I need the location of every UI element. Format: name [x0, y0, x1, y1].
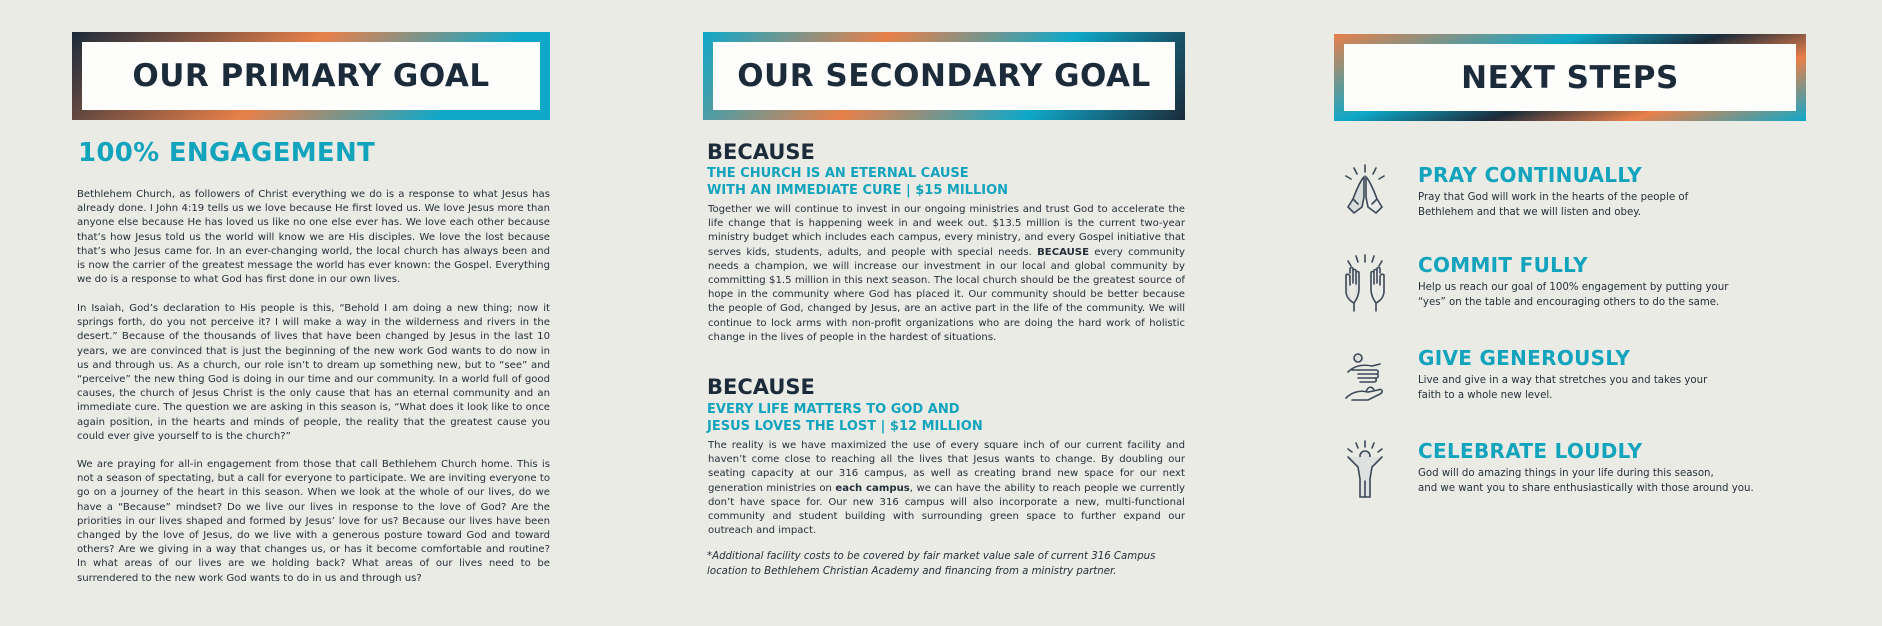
celebrating-person-icon	[1338, 439, 1392, 499]
facility-footnote: *Additional facility costs to be covered by fair market value sale of current 316 Campus location to Bethlehem Christian Academy and financing from a ministry partner.	[707, 551, 1156, 577]
because-heading-2: BECAUSE	[707, 375, 815, 399]
celebrate-text: God will do amazing things in your life during this season, and we want you to share enthusiastically with those around you.	[1418, 468, 1754, 494]
secondary-goal-column	[703, 0, 1185, 626]
step-celebrate	[1334, 439, 1806, 509]
raised-hands-icon	[1338, 253, 1392, 313]
give-title: GIVE GENEROUSLY	[1418, 346, 1631, 370]
give-text: Live and give in a way that stretches you and takes your faith to a whole new level.	[1418, 375, 1708, 401]
primary-goal-title-box	[72, 32, 550, 120]
every-life-paragraph: The reality is we have maximized the use of every square inch of our current facility and haven’t come close to reaching all the lives that Jesus wants to change. By doubling our seating capacity at our 316 campus, as well as creating brand new space for our next generation ministries on each campus, we can have the ability to reach people we currently don’t have space for. Our new 316 campus will also incorporate a new, multi-functional community and student building with surrounding green space to further expand our outreach and impact.	[708, 440, 1186, 537]
secondary-goal-title: OUR SECONDARY GOAL	[713, 42, 1175, 110]
step-commit	[1334, 253, 1806, 323]
pray-text: Pray that God will work in the hearts of the people of Bethlehem and that we will listen and obey.	[1418, 192, 1689, 218]
step-pray	[1334, 163, 1806, 233]
primary-goal-title: OUR PRIMARY GOAL	[82, 42, 540, 110]
every-life-subheading: EVERY LIFE MATTERS TO GOD AND JESUS LOVES THE LOST | $12 MILLION	[707, 402, 983, 434]
celebrate-title: CELEBRATE LOUDLY	[1418, 439, 1643, 463]
commit-title: COMMIT FULLY	[1418, 253, 1588, 277]
pray-title: PRAY CONTINUALLY	[1418, 163, 1643, 187]
next-steps-title: NEXT STEPS	[1344, 44, 1796, 111]
praying-hands-icon	[1338, 163, 1392, 223]
step-give	[1334, 346, 1806, 416]
primary-goal-column	[72, 0, 550, 626]
secondary-goal-title-box	[703, 32, 1185, 120]
because-heading-1: BECAUSE	[707, 140, 815, 164]
commit-text: Help us reach our goal of 100% engagement by putting your “yes” on the table and encouraging others to do the same.	[1418, 282, 1729, 308]
primary-paragraph-2: In Isaiah, God’s declaration to His people is this, “Behold I am doing a new thing; now it springs forth, do you not perceive it? I will make a way in the wilderness and rivers in the desert.” Because of the thousands of lives that have been changed by Jesus in the last 10 years, we are convinced that is just the beginning of the new work God wants to do now in us and through us. As a church, our role isn’t to dream up something new, but to “see” and “perceive” the new thing God is doing in our time and our community. In a world full of good causes, the church of Jesus Christ is the only cause that has an eternal community and an immediate cure. The question we are asking in this season is, “What does it look like to once again position, in the hearts and minds of people, the reality that the greatest cause you could ever give yourself to is the church?”	[77, 303, 550, 442]
primary-paragraph-3: We are praying for all-in engagement from those that call Bethlehem Church home. This is not a season of spectating, but a call for everyone to participate. We are inviting everyone to go on a journey of the heart in this season. When we look at the whole of our lives, do we have a “Because” mindset? Do we live our lives in response to the love of God? Are the priorities in our lives shaped and formed by Jesus’ love for us? Because our lives have been changed by the love of Jesus, do we live with a generous posture toward God and toward others? Are we giving in a way that changes us, or has it become comfortable and routine? In what areas of our lives are we holding back? What areas of our lives need to be surrendered to the new work God wants to do in us and through us?	[77, 459, 550, 584]
giving-hands-icon	[1338, 346, 1392, 406]
primary-paragraph-1: Bethlehem Church, as followers of Christ everything we do is a response to what Jesus has already done. I John 4:19 tells us we love because He first loved us. We love Jesus more than anyone else because He has loved us like no one else ever has. We love each other because that’s how Jesus told us the world will know we are His disciples. We love the lost because that’s who Jesus came for. In an ever-changing world, the local church has always been and is now the carrier of the greatest message the world has ever known: the Gospel. Everything we do is a response to what God has first done in our own lives.	[77, 189, 550, 286]
eternal-cause-paragraph: Together we will continue to invest in our ongoing ministries and trust God to accelerate the life change that is happening week in and week out. $13.5 million is the current two-year ministry budget which includes each campus, every ministry, and every Gospel initiative that serves kids, students, adults, and people with special needs. BECAUSE every community needs a champion, we will increase our investment in our local and global community by committing $1.5 million in this next season. The local church should be the greatest source of hope in the community where God has placed it. Our community should be better because the people of God, changed by Jesus, are an active part in the life of the community. We will continue to lock arms with non-profit organizations who are doing the hard work of holistic change in the lives of people in the hardest of situations.	[708, 204, 1186, 343]
engagement-heading: 100% ENGAGEMENT	[78, 138, 376, 168]
eternal-cause-subheading: THE CHURCH IS AN ETERNAL CAUSE WITH AN IMMEDIATE CURE | $15 MILLION	[707, 166, 1009, 198]
next-steps-title-box	[1334, 34, 1806, 121]
next-steps-column	[1334, 0, 1806, 626]
